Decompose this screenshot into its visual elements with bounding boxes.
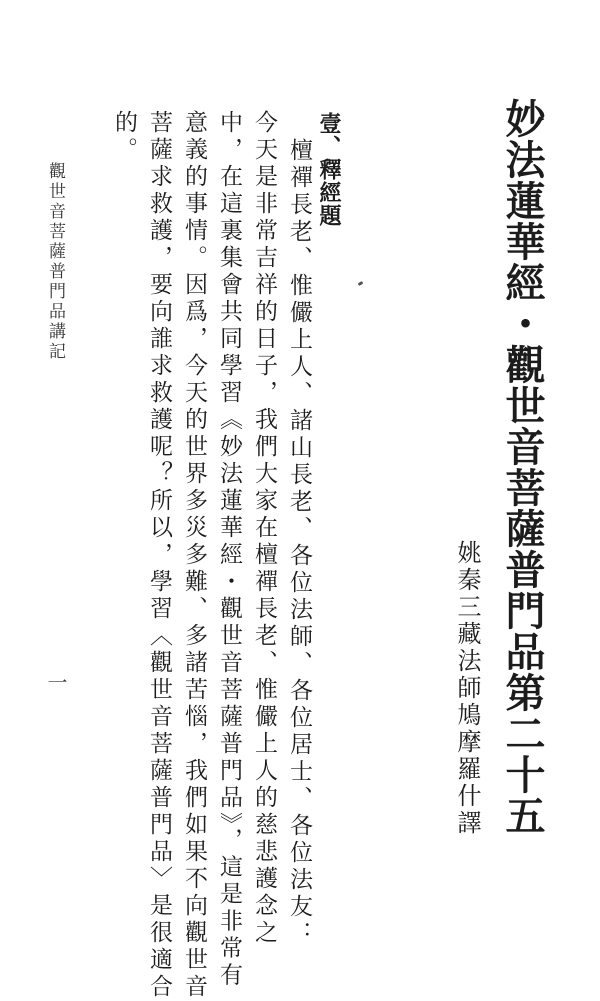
- translator-line: 姚秦三藏法師鳩摩羅什譯: [453, 540, 481, 837]
- section-heading: 壹、釋經題: [316, 112, 342, 227]
- body-line-3: 中，在這裏集會共同學習《妙法蓮華經・觀世音菩薩普門品》，這是非常有: [216, 110, 242, 990]
- body-line-5: 菩薩求救護，要向誰求救護呢？所以，學習〈觀世音菩薩普門品〉是很適合: [146, 110, 172, 1001]
- page-number: 一: [44, 672, 68, 692]
- body-line-4: 意義的事情。因爲，今天的世界多災多難、多諸苦惱，我們如果不向觀世音: [181, 110, 207, 1001]
- running-title: 觀世音菩薩普門品講記: [45, 162, 65, 362]
- ink-speck: [358, 281, 364, 286]
- body-line-1: 檀禪長老、惟儼上人、諸山長老、各位法師、各位居士、各位法友：: [286, 138, 312, 948]
- chapter-title: 妙法蓮華經・觀世音菩薩普門品第二十五: [499, 98, 546, 836]
- body-line-2: 今天是非常吉祥的日子，我們大家在檀禪長老、惟儼上人的慈悲護念之: [251, 110, 277, 947]
- body-line-6: 的。: [111, 110, 137, 164]
